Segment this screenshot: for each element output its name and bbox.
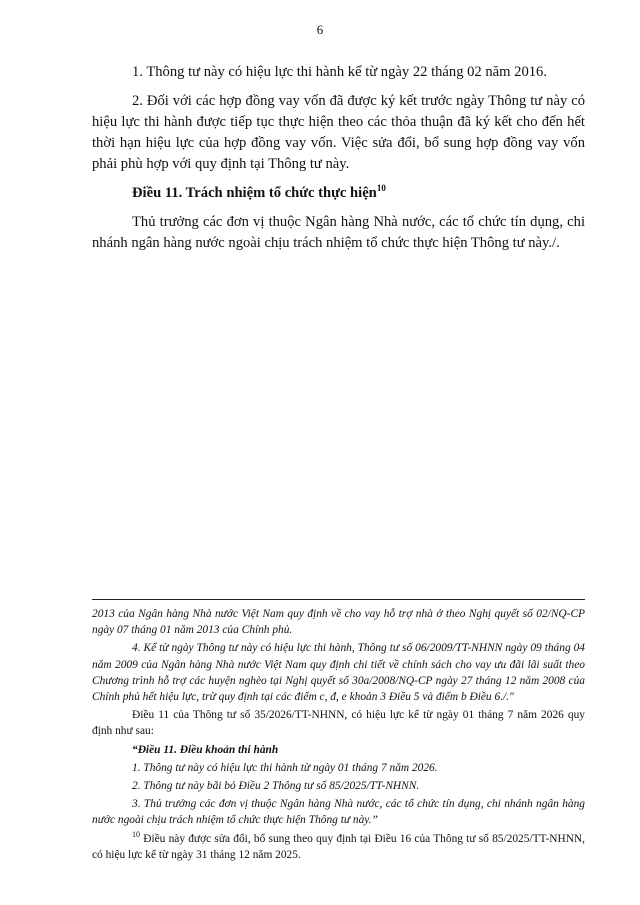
footnote-quoted-clause-2: 2. Thông tư này bãi bỏ Điều 2 Thông tư số 85/2025/TT-NHNN. xyxy=(132,780,420,793)
footnotes xyxy=(92,606,585,865)
footnote-ref: 10 xyxy=(376,183,386,194)
body-text xyxy=(92,62,585,262)
footnote-quoted-clause-1: 1. Thông tư này có hiệu lực thi hành từ ngày 01 tháng 7 năm 2026. xyxy=(132,761,438,774)
footnote-10-text: Điều này được sửa đổi, bổ sung theo quy định tại Điều 16 của Thông tư số 85/2025/TT-NHNN, có hiệu lực kể từ ngày 31 tháng 12 năm 2025. xyxy=(92,832,585,861)
footnote-clause-4: 4. Kể từ ngày Thông tư này có hiệu lực thi hành, Thông tư số 06/2009/TT-NHNN ngày 09 tháng 04 năm 2009 của Ngân hàng Nhà nước Việt Nam quy định chi tiết về chính sách cho vay ưu đãi lãi suất theo Chương trình hỗ trợ các huyện nghèo tại Nghị quyết số 30a/2008/NQ-CP ngày 27 tháng 12 năm 2008 của Chính phủ hết hiệu lực, trừ quy định tại các điểm c, đ, e khoản 3 Điều 5 và điểm b Điều 6./." xyxy=(92,642,585,704)
footnote-article-11-intro: Điều 11 của Thông tư số 35/2026/TT-NHNN, có hiệu lực kể từ ngày 01 tháng 7 năm 2026 quy định như sau: xyxy=(92,709,585,738)
footnote-number: 10 xyxy=(132,829,140,839)
article-heading-text: Điều 11. Trách nhiệm tổ chức thực hiện xyxy=(132,185,377,201)
footnote-quoted-clause-3: 3. Thủ trưởng các đơn vị thuộc Ngân hàng Nhà nước, các tổ chức tín dụng, chi nhánh ngân hàng nước ngoài chịu trách nhiệm tổ chức thực hiện Thông tư này.” xyxy=(92,798,585,827)
footnote-separator xyxy=(92,599,585,600)
paragraph-implementation: Thủ trưởng các đơn vị thuộc Ngân hàng Nhà nước, các tổ chức tín dụng, chi nhánh ngân hàng nước ngoài chịu trách nhiệm tổ chức thực hiện Thông tư này./. xyxy=(92,214,585,251)
paragraph-effective-date: 1. Thông tư này có hiệu lực thi hành kể từ ngày 22 tháng 02 năm 2016. xyxy=(132,64,547,80)
page-number: 6 xyxy=(316,22,324,37)
footnote-continuation: 2013 của Ngân hàng Nhà nước Việt Nam quy định về cho vay hỗ trợ nhà ở theo Nghị quyết số 02/NQ-CP ngày 07 tháng 01 năm 2013 của Chính phủ. xyxy=(92,608,585,637)
paragraph-existing-contracts: 2. Đối với các hợp đồng vay vốn đã được ký kết trước ngày Thông tư này có hiệu lực thi hành được tiếp tục thực hiện theo các thỏa thuận đã ký kết cho đến hết thời hạn hiệu lực của hợp đồng vay vốn. Việc sửa đổi, bổ sung hợp đồng vay vốn phải phù hợp với quy định tại Thông tư này. xyxy=(92,93,585,172)
footnote-quoted-heading: “Điều 11. Điều khoản thi hành xyxy=(132,743,279,756)
article-heading xyxy=(92,183,585,204)
footnote-10 xyxy=(92,831,585,863)
